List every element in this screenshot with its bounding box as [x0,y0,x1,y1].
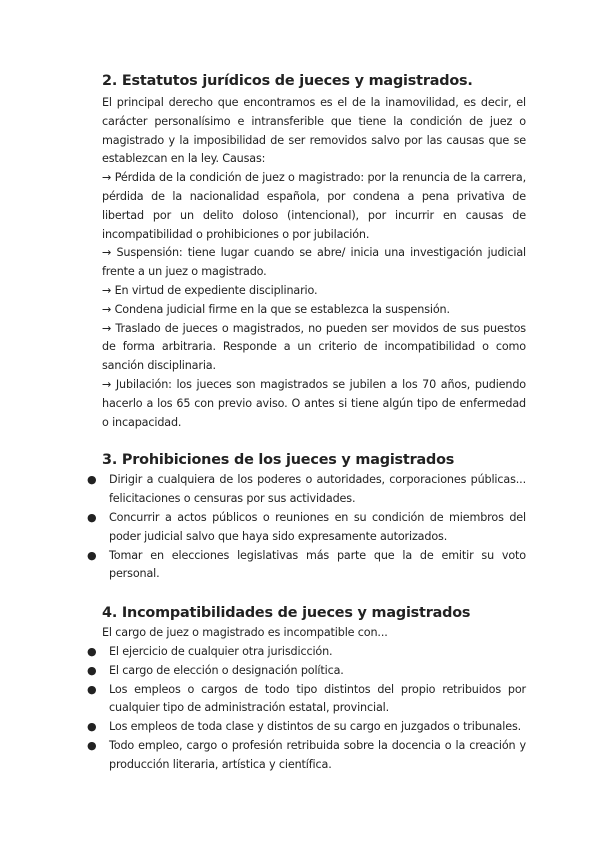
list-item-text: Dirigir a cualquiera de los poderes o autoridades, corporaciones públicas... felicitaciones o censuras por sus actividades. [109,473,526,506]
cause-traslado: → Traslado de jueces o magistrados, no pueden ser movidos de sus puestos de forma arbitraria. Responde a un criterio de incompatibilidad o como sanción disciplinaria. [102,321,526,373]
bullet-icon: ● [87,473,97,487]
section-4-intro: El cargo de juez o magistrado es incompatible con... [102,626,388,640]
bullet-icon: ● [87,548,97,562]
cause-expediente: → En virtud de expediente disciplinario. [102,283,318,297]
bullet-icon: ● [87,682,97,696]
section-4-heading: 4. Incompatibilidades de jueces y magistrados [102,605,471,622]
bullet-icon: ● [87,510,97,524]
incompatibilidades-list [87,643,526,775]
section-incompatibilidades [87,604,526,774]
list-item-text: El ejercicio de cualquier otra jurisdicción. [109,644,333,658]
list-item [87,509,526,547]
list-item [87,737,526,775]
list-item [87,718,526,737]
list-item [87,681,526,719]
bullet-icon: ● [87,644,97,658]
section-3-heading: 3. Prohibiciones de los jueces y magistrados [102,452,455,469]
cause-suspension: → Suspensión: tiene lugar cuando se abre/ inicia una investigación judicial frente a un juez o magistrado. [102,246,526,279]
list-item-text: Tomar en elecciones legislativas más parte que la de emitir su voto personal. [109,548,526,581]
bullet-icon: ● [87,738,97,752]
section-2-heading: 2. Estatutos jurídicos de jueces y magistrados. [102,73,473,89]
list-item-text: Los empleos o cargos de todo tipo distintos del propio retribuidos por cualquier tipo de administración estatal, provincial. [109,682,526,715]
cause-condena: → Condena judicial firme en la que se establezca la suspensión. [102,302,450,316]
prohibiciones-list [87,471,526,584]
list-item [87,643,526,662]
section-prohibiciones [87,451,526,584]
cause-jubilacion: → Jubilación: los jueces son magistrados se jubilen a los 70 años, pudiendo hacerlo a los 65 con previo aviso. O antes si tiene algún tipo de enfermedad o incapacidad. [102,377,526,429]
section-estatutos [102,72,526,432]
list-item-text: El cargo de elección o designación política. [109,663,344,677]
list-item [87,662,526,681]
list-item-text: Concurrir a actos públicos o reuniones en su condición de miembros del poder judicial salvo que haya sido expresamente autorizados. [109,510,526,543]
bullet-icon: ● [87,663,97,677]
section-2-intro: El principal derecho que encontramos es el de la inamovilidad, es decir, el carácter personalísimo e intransferible que tiene la condición de juez o magistrado y la imposibilidad de ser removidos salvo por las causas que se establezcan en la ley. Causas: [102,96,526,166]
list-item [87,471,526,509]
list-item [87,547,526,585]
cause-perdida: → Pérdida de la condición de juez o magistrado: por la renuncia de la carrera, pérdida de la nacionalidad española, por condena a pena privativa de libertad por un delito doloso (intencional), por incurrir en causas de incompatibilidad o prohibiciones o por jubilación. [102,171,526,241]
list-item-text: Los empleos de toda clase y distintos de su cargo en juzgados o tribunales. [109,720,522,734]
list-item-text: Todo empleo, cargo o profesión retribuida sobre la docencia o la creación y producción literaria, artística y científica. [109,738,526,771]
document-page [87,72,526,775]
bullet-icon: ● [87,720,97,734]
